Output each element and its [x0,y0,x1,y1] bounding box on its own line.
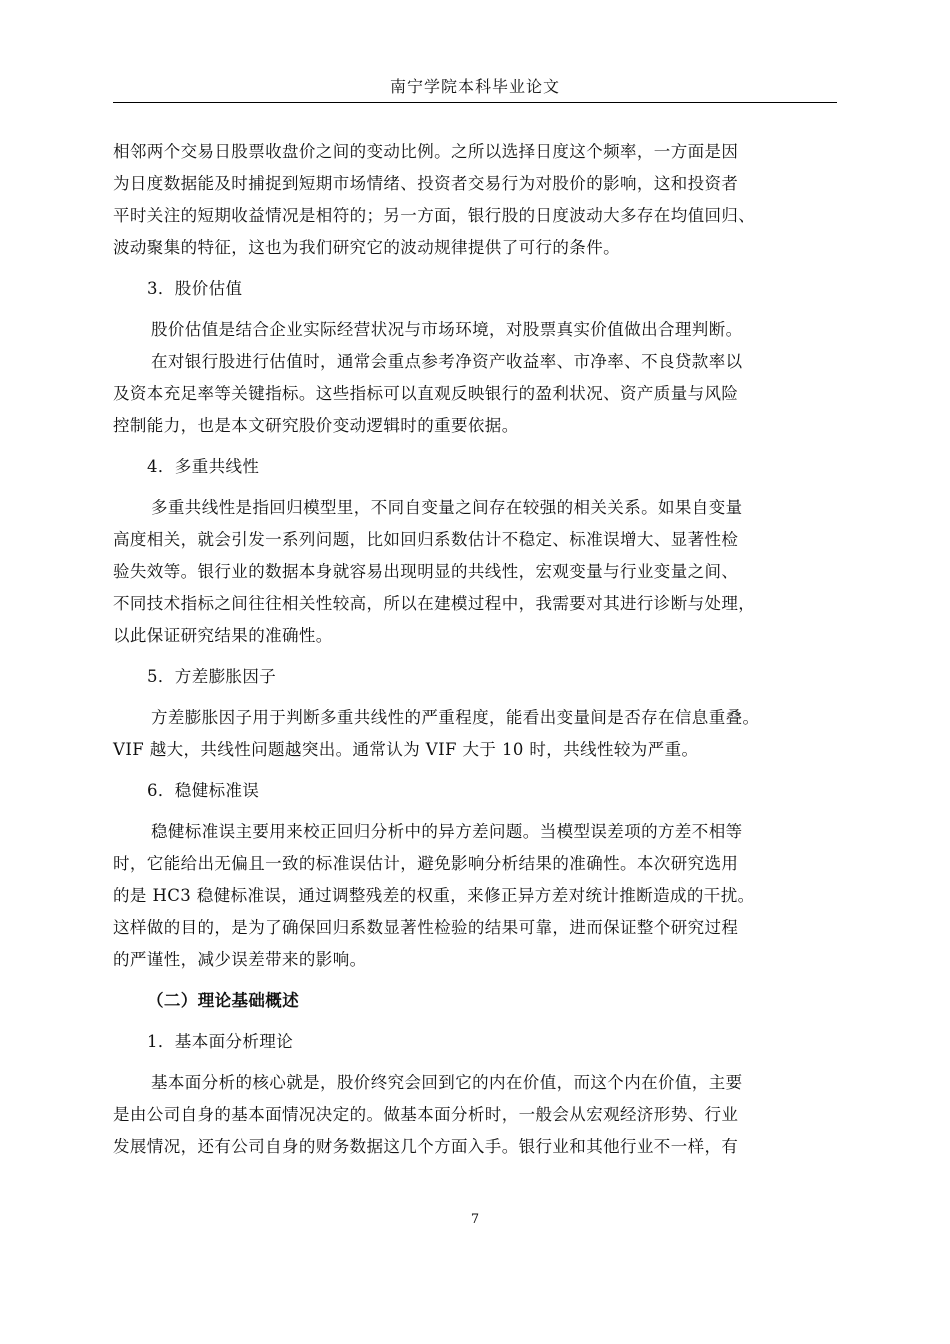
text-line: 时，它能给出无偏且一致的标准误估计，避免影响分析结果的准确性。本次研究选用 [113,854,739,873]
paragraph [113,816,837,976]
text-line: 方差膨胀因子用于判断多重共线性的严重程度，能看出变量间是否存在信息重叠。 [151,708,760,727]
text-line: 的严谨性，减少误差带来的影响。 [113,950,367,969]
text-line: 平时关注的短期收益情况是相符的；另一方面，银行股的日度波动大多存在均值回归、 [113,206,756,225]
text-line: 相邻两个交易日股票收盘价之间的变动比例。之所以选择日度这个频率，一方面是因 [113,142,739,161]
subsection-heading: 4．多重共线性 [147,457,260,476]
subsection-heading: 5．方差膨胀因子 [147,667,277,686]
subsection-heading: 1．基本面分析理论 [147,1032,294,1051]
page-footer [0,1210,950,1230]
subsection-heading: 3．股价估值 [147,279,243,298]
page-number: 7 [470,1212,480,1227]
subsection-heading: 6．稳健标准误 [147,781,260,800]
text-line: 波动聚集的特征，这也为我们研究它的波动规律提供了可行的条件。 [113,238,620,257]
text-line: 的是 HC3 稳健标准误，通过调整残差的权重，来修正异方差对统计推断造成的干扰。 [113,886,755,905]
text-line: 及资本充足率等关键指标。这些指标可以直观反映银行的盈利状况、资产质量与风险 [113,384,739,403]
text-line: 验失效等。银行业的数据本身就容易出现明显的共线性，宏观变量与行业变量之间、 [113,562,739,581]
page-content [113,136,837,1163]
text-line: 发展情况，还有公司自身的财务数据这几个方面入手。银行业和其他行业不一样，有 [113,1137,739,1156]
text-line: 为日度数据能及时捕捉到短期市场情绪、投资者交易行为对股价的影响，这和投资者 [113,174,739,193]
text-line: 不同技术指标之间往往相关性较高，所以在建模过程中，我需要对其进行诊断与处理， [113,594,756,613]
text-line: 多重共线性是指回归模型里，不同自变量之间存在较强的相关关系。如果自变量 [151,498,743,517]
section-heading: （二）理论基础概述 [147,991,300,1010]
paragraph [113,1067,837,1163]
paragraph [113,314,837,442]
text-line: 控制能力，也是本文研究股价变动逻辑时的重要依据。 [113,416,519,435]
text-line: 基本面分析的核心就是，股价终究会回到它的内在价值，而这个内在价值，主要 [151,1073,743,1092]
text-line: 股价估值是结合企业实际经营状况与市场环境，对股票真实价值做出合理判断。 [151,320,743,339]
page-header [113,74,837,103]
paragraph [113,702,837,766]
text-line: 高度相关，就会引发一系列问题，比如回归系数估计不稳定、标准误增大、显著性检 [113,530,739,549]
paragraph [113,136,837,264]
text-line: 以此保证研究结果的准确性。 [113,626,333,645]
text-line: 是由公司自身的基本面情况决定的。做基本面分析时，一般会从宏观经济形势、行业 [113,1105,739,1124]
text-line: 稳健标准误主要用来校正回归分析中的异方差问题。当模型误差项的方差不相等 [151,822,743,841]
header-title: 南宁学院本科毕业论文 [389,77,560,96]
text-line: 这样做的目的，是为了确保回归系数显著性检验的结果可靠，进而保证整个研究过程 [113,918,739,937]
text-line: VIF 越大，共线性问题越突出。通常认为 VIF 大于 10 时，共线性较为严重。 [113,740,699,759]
paragraph [113,492,837,652]
text-line: 在对银行股进行估值时，通常会重点参考净资产收益率、市净率、不良贷款率以 [151,352,743,371]
